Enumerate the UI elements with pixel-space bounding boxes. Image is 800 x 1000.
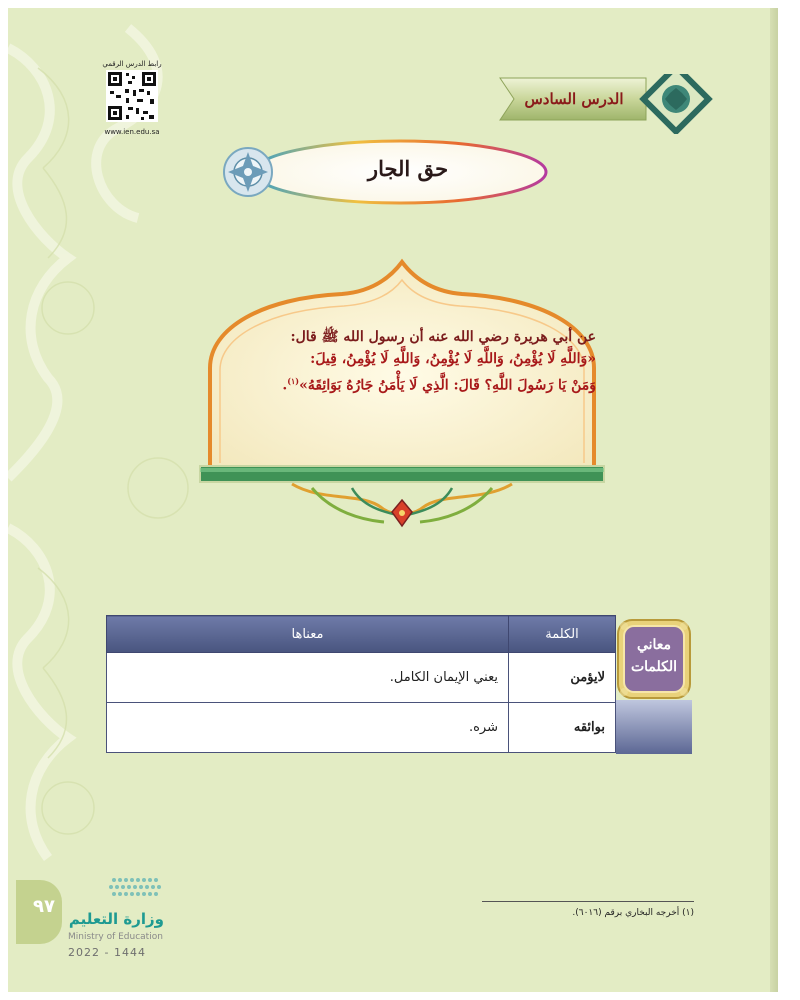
vocab-table-header (107, 616, 616, 653)
hadith-intro: عن أبي هريرة رضي الله عنه أن رسول الله ﷺ قال: (290, 329, 596, 345)
table-row (107, 703, 616, 753)
vocab-badge-line-2: الكلمات (630, 659, 678, 675)
hadith-line-1: «وَاللَّهِ لَا يُؤْمِنُ، وَاللَّهِ لَا يُؤْمِنُ، وَاللَّهِ لَا يُؤْمِنُ، قِيلَ: (310, 351, 596, 367)
hadith-text (224, 326, 596, 397)
vocab-meaning: شره. (107, 703, 509, 753)
qr-code-icon[interactable] (106, 70, 158, 122)
hadith-end-mark: . (282, 377, 288, 394)
vocab-badge-label (620, 634, 688, 678)
lesson-title: حق الجار (367, 156, 449, 181)
table-row (107, 653, 616, 703)
hadith-frame (192, 258, 612, 538)
hadith-line-2-text: وَمَنْ يَا رَسُولَ اللَّهِ؟ قَالَ: الَّذِي لَا يَأْمَنُ جَارُهُ بَوَائِقَهُ» (299, 377, 596, 394)
vocab-word: بوائقه (509, 703, 616, 753)
ministry-logo-icon (108, 874, 168, 908)
ministry-name-english: Ministry of Education (68, 932, 163, 942)
hadith-line-2 (224, 370, 596, 397)
hadith-bottom-ornament-icon (292, 484, 512, 526)
qr-caption: رابط الدرس الرقمي (102, 60, 162, 68)
header-meaning: معناها (107, 616, 509, 653)
header-word: الكلمة (509, 616, 616, 653)
vocab-meaning: يعني الإيمان الكامل. (107, 653, 509, 703)
footnote-reference[interactable]: (١) (287, 376, 300, 386)
edition-year: 2022 - 1444 (68, 946, 146, 959)
vocab-badge-line-1: معاني (636, 637, 672, 653)
lesson-label: الدرس السادس (524, 90, 624, 108)
lesson-tag-ornament-icon (639, 74, 713, 134)
qr-url[interactable]: www.ien.edu.sa (104, 128, 160, 136)
footnote-divider (482, 901, 694, 902)
page-spine (770, 8, 778, 992)
vocab-table (106, 615, 616, 753)
qr-code-block[interactable] (100, 60, 164, 136)
ministry-name-arabic: وزارة التعليم (68, 910, 164, 928)
textbook-page (8, 8, 778, 992)
page-number: ٩٧ (33, 896, 55, 917)
title-ornament-icon (224, 148, 272, 196)
footnote-text: (١) أخرجه البخاري برقم (٦٠١٦). (572, 908, 694, 918)
vocab-word: لايؤمن (509, 653, 616, 703)
